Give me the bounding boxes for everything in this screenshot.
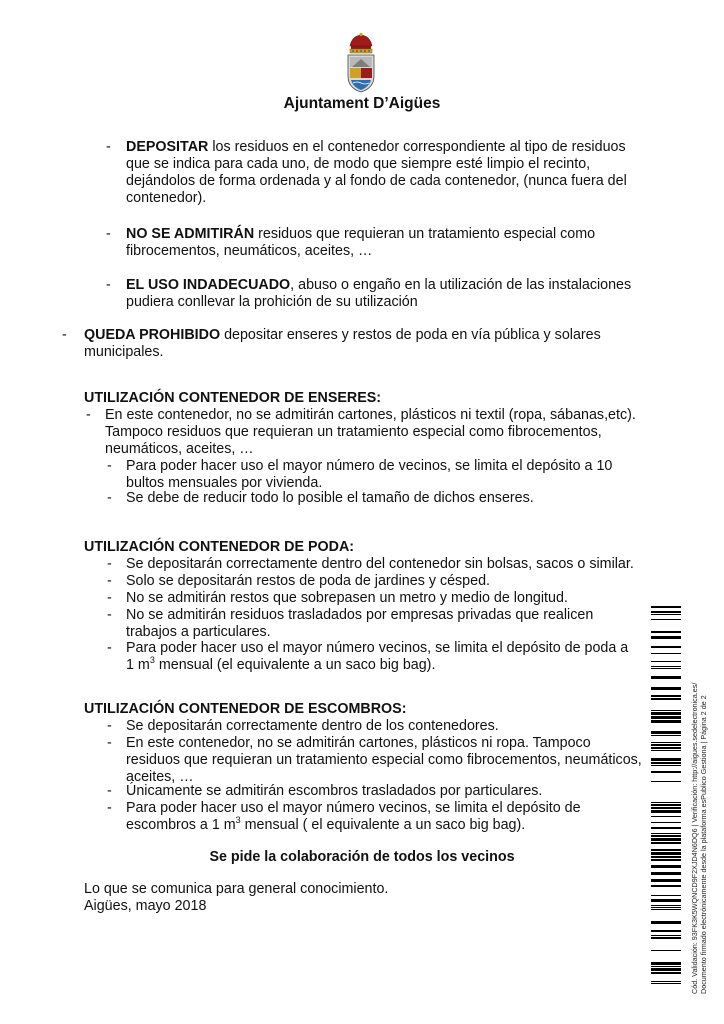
bold-term: EL USO INDADECUADO: [126, 277, 291, 293]
escombros-item: Para poder hacer uso el mayor número vecinos, se limita el depósito de escombros a 1 $m^3$ mensual ( el equivalente a un saco big bag).: [126, 800, 581, 833]
barcode-bar: [651, 661, 681, 662]
barcode-bar: [651, 907, 681, 908]
poda-item: Se depositarán correctamente dentro del contenedor sin bolsas, sacos o similar.: [126, 556, 634, 572]
barcode-bar: [651, 653, 681, 654]
bullet-dash: -: [106, 226, 111, 242]
barcode-bar: [651, 695, 681, 697]
barcode-bar: [651, 676, 681, 679]
barcode-bar: [651, 852, 681, 855]
barcode-bar: [651, 802, 681, 803]
paragraph-line: neumáticos, aceites, …: [105, 441, 254, 457]
poda-item: No se admitirán restos que sobrepasen un metro y medio de longitud.: [126, 590, 568, 606]
barcode-bar: [651, 849, 681, 851]
bullet-dash: -: [107, 800, 112, 816]
barcode-bar: [651, 905, 681, 906]
paragraph-line: DEPOSITAR los residuos en el contenedor correspondiente al tipo de residuos: [126, 139, 626, 155]
paragraph-line: contenedor).: [126, 190, 207, 206]
barcode-bar: [651, 842, 681, 844]
barcode-bar: [651, 614, 681, 615]
barcode-bar: [651, 744, 681, 746]
bullet-dash: -: [107, 573, 112, 589]
barcode-bar: [651, 968, 681, 971]
poda-item: Solo se depositarán restos de poda de jardines y césped.: [126, 573, 491, 589]
barcode-bar: [651, 972, 681, 974]
paragraph-line: En este contenedor, no se admitirán cartones, plásticos ni textil (ropa, sábanas,etc).: [105, 407, 636, 423]
escombros-item: En este contenedor, no se admitirán cartones, plásticos ni ropa. Tampoco residuos que requieran un tratamiento especial como fibrocementos, neumáticos, aceites, …: [126, 735, 642, 785]
poda-item: Para poder hacer uso el mayor número vecinos, se limita el depósito de poda a 1 $m^3$ mensual (el equivalente a un saco big bag).: [126, 640, 629, 673]
enseres-item: Se debe de reducir todo lo posible el tamaño de dichos enseres.: [126, 490, 534, 506]
bullet-dash: -: [107, 590, 112, 606]
barcode-bar: [651, 631, 681, 633]
barcode-bar: [651, 781, 681, 782]
barcode-bar: [651, 937, 681, 939]
barcode-bar: [651, 750, 681, 751]
barcode-bar: [651, 807, 681, 809]
bullet-dash: -: [107, 640, 112, 656]
barcode-bar: [651, 879, 681, 882]
barcode-bar: [651, 710, 681, 711]
queda-prohibido-paragraph: [84, 327, 642, 361]
barcode-bar: [651, 981, 681, 982]
enseres-heading: UTILIZACIÓN CONTENEDOR DE ENSERES:: [84, 390, 382, 406]
paragraph-line: NO SE ADMITIRÁN residuos que requieran un tratamiento especial como: [126, 226, 596, 242]
no-se-admitiran-paragraph: [126, 226, 642, 260]
barcode-bar: [651, 865, 681, 868]
bullet-dash: -: [107, 735, 112, 751]
barcode-bar: [651, 735, 681, 736]
barcode-bar: [651, 835, 681, 837]
barcode-bar: [651, 885, 681, 887]
bullet-dash: -: [62, 327, 67, 343]
barcode-bar: [651, 646, 681, 648]
paragraph-line: Tampoco residuos que requieran un tratamiento especial como fibrocementos,: [105, 424, 602, 440]
barcode-bar: [651, 859, 681, 861]
barcode-bar: [651, 935, 681, 936]
bullet-dash: -: [86, 407, 91, 423]
bullet-dash: -: [107, 556, 112, 572]
barcode-bar: [651, 716, 681, 719]
barcode-bar: [651, 827, 681, 829]
barcode-bar: [651, 687, 681, 690]
bullet-dash: -: [107, 490, 112, 506]
poda-heading: UTILIZACIÓN CONTENEDOR DE PODA:: [84, 539, 355, 555]
depositar-paragraph: [126, 139, 642, 207]
barcode-bar: [651, 930, 681, 932]
organization-title: Ajuntament D’Aigües: [283, 95, 441, 112]
barcode-bar: [651, 742, 681, 743]
uso-indebido-paragraph: [126, 277, 642, 311]
barcode-bar: [651, 983, 681, 984]
bullet-dash: -: [107, 783, 112, 799]
paragraph-line: fibrocementos, neumáticos, aceites, …: [126, 243, 373, 259]
coat-of-arms-logo: [342, 32, 380, 94]
enseres-item: Para poder hacer uso el mayor número de vecinos, se limita el depósito a 10 bultos mensuales por vivienda.: [126, 458, 613, 491]
barcode-bar: [651, 762, 681, 764]
date-line: Aigües, mayo 2018: [84, 898, 207, 914]
barcode-bar: [651, 619, 681, 620]
barcode-bar: [651, 833, 681, 834]
paragraph-line: municipales.: [84, 344, 164, 360]
barcode-bar: [651, 872, 681, 875]
enseres-intro: [105, 407, 642, 458]
paragraph-line: pudiera conllevar la prohición de su utilización: [126, 294, 418, 310]
barcode-bar: [651, 668, 681, 669]
paragraph-line: EL USO INDADECUADO, abuso o engaño en la utilización de las instalaciones: [126, 277, 632, 293]
bullet-dash: -: [106, 139, 111, 155]
barcode-bar: [651, 966, 681, 967]
barcode-bar: [651, 666, 681, 667]
barcode-bar: [651, 909, 681, 910]
barcode-bar: [651, 758, 681, 761]
bold-term: DEPOSITAR: [126, 139, 209, 155]
barcode-bar: [651, 765, 681, 766]
barcode-bar: [651, 921, 681, 924]
bullet-dash: -: [107, 607, 112, 623]
bold-term: QUEDA PROHIBIDO: [84, 327, 221, 343]
verification-text: Cód. Validación: 93FK3K5WQNCD9F2XJD4N6DQ6 | Verificación: http://aigues.sedelectronica.es/ Documento firmado electrónicamente desde la plataforma esPublico Gestiona | Página 2 de 2: [690, 682, 708, 994]
barcode-bar: [651, 810, 681, 813]
bullet-dash: -: [107, 458, 112, 474]
poda-item: No se admitirán residuos trasladados por empresas privadas que realicen trabajos a particulares.: [126, 607, 594, 640]
bullet-dash: -: [106, 277, 111, 293]
paragraph-line: QUEDA PROHIBIDO depositar enseres y restos de poda en vía pública y solares: [84, 327, 601, 343]
paragraph-line: dejándolos de forma ordenada y al fondo de cada contenedor, (nunca fuera del: [126, 173, 627, 189]
collaboration-note: Se pide la colaboración de todos los vecinos: [209, 849, 515, 865]
paragraph-line: que se indica para cada uno, de modo que siempre esté limpio el recinto,: [126, 156, 591, 172]
barcode-bar: [651, 606, 681, 608]
barcode-bar: [651, 950, 681, 951]
barcode-bar: [651, 895, 681, 896]
barcode-bar: [651, 771, 681, 773]
barcode-bar: [651, 636, 681, 639]
barcode-bar: [651, 899, 681, 902]
barcode-bar: [651, 856, 681, 858]
barcode-bar: [651, 816, 681, 817]
escombros-item: Únicamente se admitirán escombros trasladados por particulares.: [126, 783, 543, 799]
bold-term: NO SE ADMITIRÁN: [126, 226, 255, 242]
barcode-bar: [651, 838, 681, 841]
barcode-bar: [651, 822, 681, 823]
barcode-bar: [651, 698, 681, 700]
barcode-bar: [651, 962, 681, 965]
barcode-bar: [651, 804, 681, 806]
closing-line: Lo que se comunica para general conocimiento.: [84, 881, 389, 897]
barcode-bar: [651, 731, 681, 734]
barcode-bar: [651, 720, 681, 723]
barcode-bar: [651, 747, 681, 749]
bullet-dash: -: [107, 718, 112, 734]
barcode-bar: [651, 712, 681, 715]
barcode-bar: [651, 611, 681, 613]
escombros-heading: UTILIZACIÓN CONTENEDOR DE ESCOMBROS:: [84, 701, 407, 717]
escombros-item: Se depositarán correctamente dentro de los contenedores.: [126, 718, 499, 734]
